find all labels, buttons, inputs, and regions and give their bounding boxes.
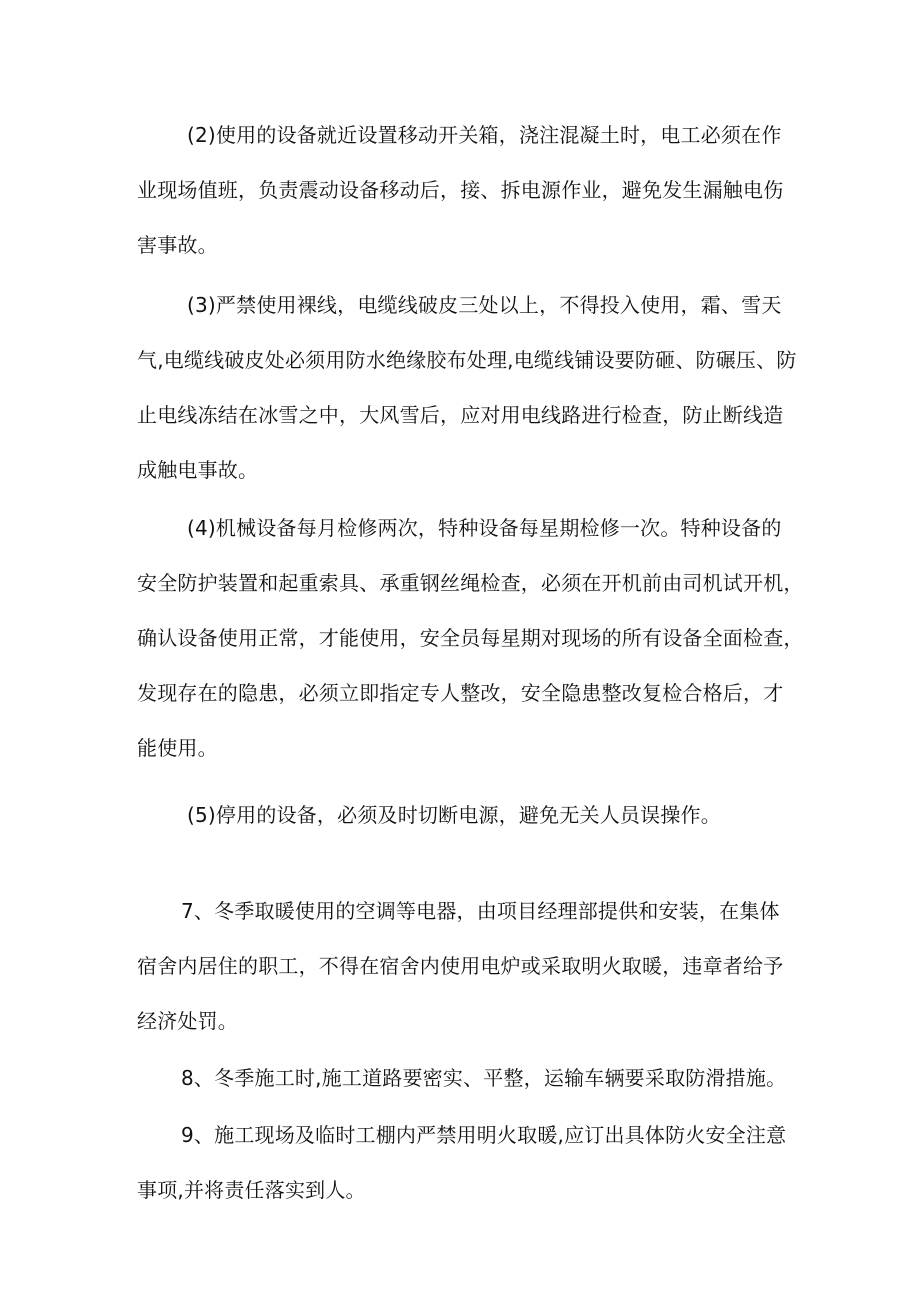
paragraph-line: (3)严禁使用裸线，电缆线破皮三处以上，不得投入使用，霜、雪天 xyxy=(187,293,782,317)
paragraph-line: 事项,并将责任落实到人。 xyxy=(137,1178,366,1202)
paragraph-line: 安全防护装置和起重索具、承重钢丝绳检查，必须在开机前由司机试开机， xyxy=(137,571,804,595)
paragraph-line: 8、冬季施工时,施工道路要密实、平整，运输车辆要采取防滑措施。 xyxy=(181,1066,787,1090)
paragraph-line: 经济处罚。 xyxy=(137,1009,238,1033)
paragraph-line: 发现存在的隐患，必须立即指定专人整改，安全隐患整改复检合格后，才 xyxy=(137,681,784,705)
paragraph-line: 业现场值班，负责震动设备移动后，接、拆电源作业，避免发生漏触电伤 xyxy=(137,178,784,202)
paragraph-line: 止电线冻结在冰雪之中，大风雪后，应对用电线路进行检查，防止断线造 xyxy=(137,403,784,427)
paragraph-line: (5)停用的设备，必须及时切断电源，避免无关人员误操作。 xyxy=(187,803,721,827)
paragraph-line: 能使用。 xyxy=(137,736,218,760)
paragraph-line: 气,电缆线破皮处必须用防水绝缘胶布处理,电缆线铺设要防砸、防碾压、防 xyxy=(137,348,797,372)
paragraph-line: 害事故。 xyxy=(137,233,218,257)
paragraph-line: 宿舍内居住的职工，不得在宿舍内使用电炉或采取明火取暖，违章者给予 xyxy=(137,954,784,978)
paragraph-line: 成触电事故。 xyxy=(137,458,259,482)
paragraph-line: (4)机械设备每月检修两次，特种设备每星期检修一次。特种设备的 xyxy=(187,516,782,540)
paragraph-line: 9、施工现场及临时工棚内严禁用明火取暖,应订出具体防火安全注意 xyxy=(181,1123,787,1147)
paragraph-line: 7、冬季取暖使用的空调等电器，由项目经理部提供和安装，在集体 xyxy=(181,899,780,923)
paragraph-line: (2)使用的设备就近设置移动开关箱，浇注混凝土时，电工必须在作 xyxy=(187,123,782,147)
paragraph-line: 确认设备使用正常，才能使用，安全员每星期对现场的所有设备全面检查， xyxy=(137,626,804,650)
